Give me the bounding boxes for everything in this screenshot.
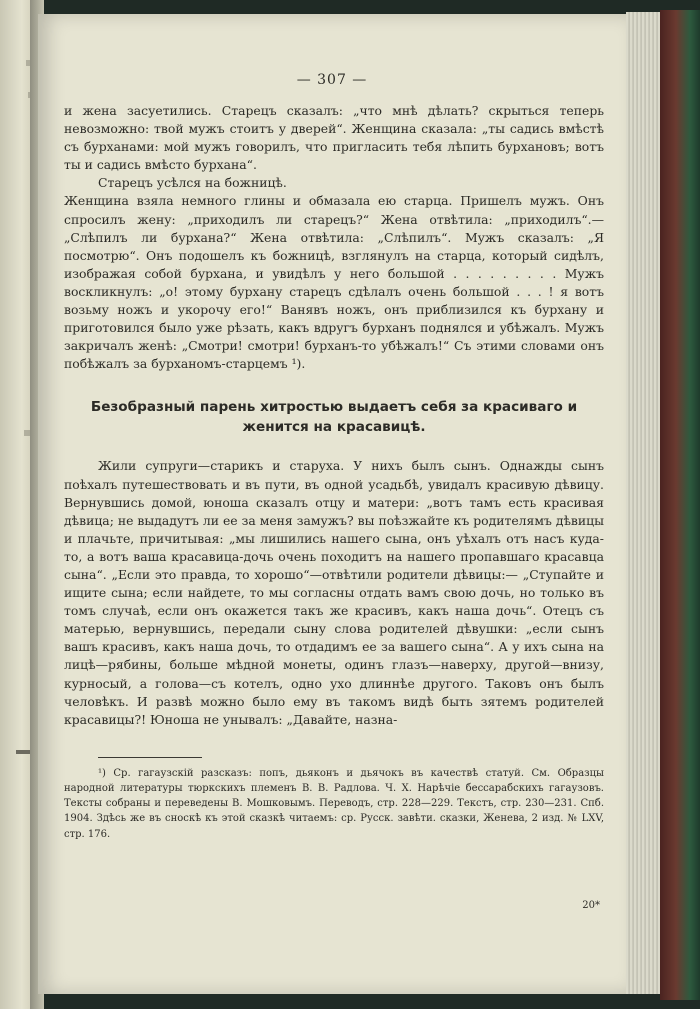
printer-signature: 20*	[582, 900, 600, 911]
paragraph: и жена засуетились. Старецъ сказалъ: „что мнѣ дѣлать? скрыться теперь невозможно: твой мужъ стоитъ у дверей“. Женщина сказала: „ты садись вмѣстѣ съ бурханами: мой мужъ говорилъ, что пригласить тебя лѣпить бурхановъ; вотъ ты и садись вмѣсто бурхана“.	[64, 103, 604, 173]
footnote-divider	[98, 757, 202, 758]
page-body	[64, 102, 604, 842]
book-page	[38, 14, 626, 994]
facing-page-mark	[16, 750, 30, 754]
page-block-edge	[626, 12, 660, 994]
paragraph: Жили супруги—старикъ и старуха. У нихъ былъ сынъ. Однажды сынъ поѣхалъ путешествовать и въ пути, въ одной усадьбѣ, увидалъ красивую дѣвицу. Вернувшись домой, юноша сказалъ отцу и матери: „вотъ тамъ есть красивая дѣвица; не выдадутъ ли ее за меня замужъ? вы поѣзжайте къ родителямъ дѣвицы и плачьте, причитывая: „мы лишились нашего сына, онъ уѣхалъ отъ насъ куда-то, а вотъ ваша красавица-дочь очень походитъ на нашего пропавшаго красавца сына“. „Если это правда, то хорошо“—отвѣтили родители дѣвицы:— „Ступайте и ищите сына; если найдете, то мы согласны отдать вамъ свою дочь, но только въ томъ случаѣ, если онъ окажется такъ же красивъ, какъ наша дочь“. Отецъ съ матерью, вернувшись, передали сыну слова родителей дѣвушки: „если сынъ вашъ красивъ, какъ наша дочь, то отдадимъ ее за вашего сына“. А у ихъ сына на лицѣ—рябины, больше мѣдной монеты, одинъ глазъ—наверху, другой—внизу, курносый, а голова—съ котелъ, одно ухо длиннѣе другого. Таковъ онъ былъ человѣкъ. И развѣ можно было ему въ такомъ видѣ быть зятемъ родителей красавицы?! Юноша не унывалъ: „Давайте, назна-	[64, 458, 604, 727]
book-cover	[660, 10, 700, 1000]
page-number: — 307 —	[296, 72, 368, 88]
section-heading: Безобразный парень хитростью выдаетъ себя за красиваго и женится на красавицѣ.	[90, 399, 578, 436]
footnote: ¹) Ср. гагаузскій разсказъ: попъ, дьяконъ и дьячокъ въ качествѣ статуй. См. Образцы народной литературы тюркскихъ племенъ В. В. Радлова. Ч. Х. Нарѣчіе бессарабскихъ гагаузовъ. Тексты собраны и переведены В. Мошковымъ. Переводъ, стр. 228—229. Текстъ, стр. 230—231. Спб. 1904. Здѣсь же въ сноскѣ къ этой сказкѣ читаемъ: ср. Русск. завѣти. сказки, Женева, 2 изд. № LXV, стр. 176.	[64, 767, 604, 840]
footnotes	[64, 766, 604, 842]
paragraph: Женщина взяла немного глины и обмазала ею старца. Пришелъ мужъ. Онъ спросилъ жену: „приходилъ ли старецъ?“ Жена отвѣтила: „приходилъ“.—„Слѣпилъ ли бурхана?“ Жена отвѣтила: „Слѣпилъ“. Мужъ сказалъ: „Я посмотрю“. Онъ подошелъ къ божницѣ, взглянулъ на старца, который сидѣлъ, изображая собой бурхана, и увидѣлъ у него большой . . . . . . . . . Мужъ воскликнулъ: „о! этому бурхану старецъ сдѣлалъ очень большой . . . ! я вотъ возьму ножъ и укорочу его!“ Ванявъ ножъ, онъ приблизился къ бурхану и приготовился было уже рѣзать, какъ вдругъ бурханъ поднялся и убѣжалъ. Мужъ закричалъ женѣ: „Смотри! смотри! бурханъ-то убѣжалъ!“ Съ этими словами онъ побѣжалъ за бурханомъ-старцемъ ¹).	[64, 193, 604, 372]
paragraph: Старецъ усѣлся на божницѣ.	[98, 175, 287, 191]
